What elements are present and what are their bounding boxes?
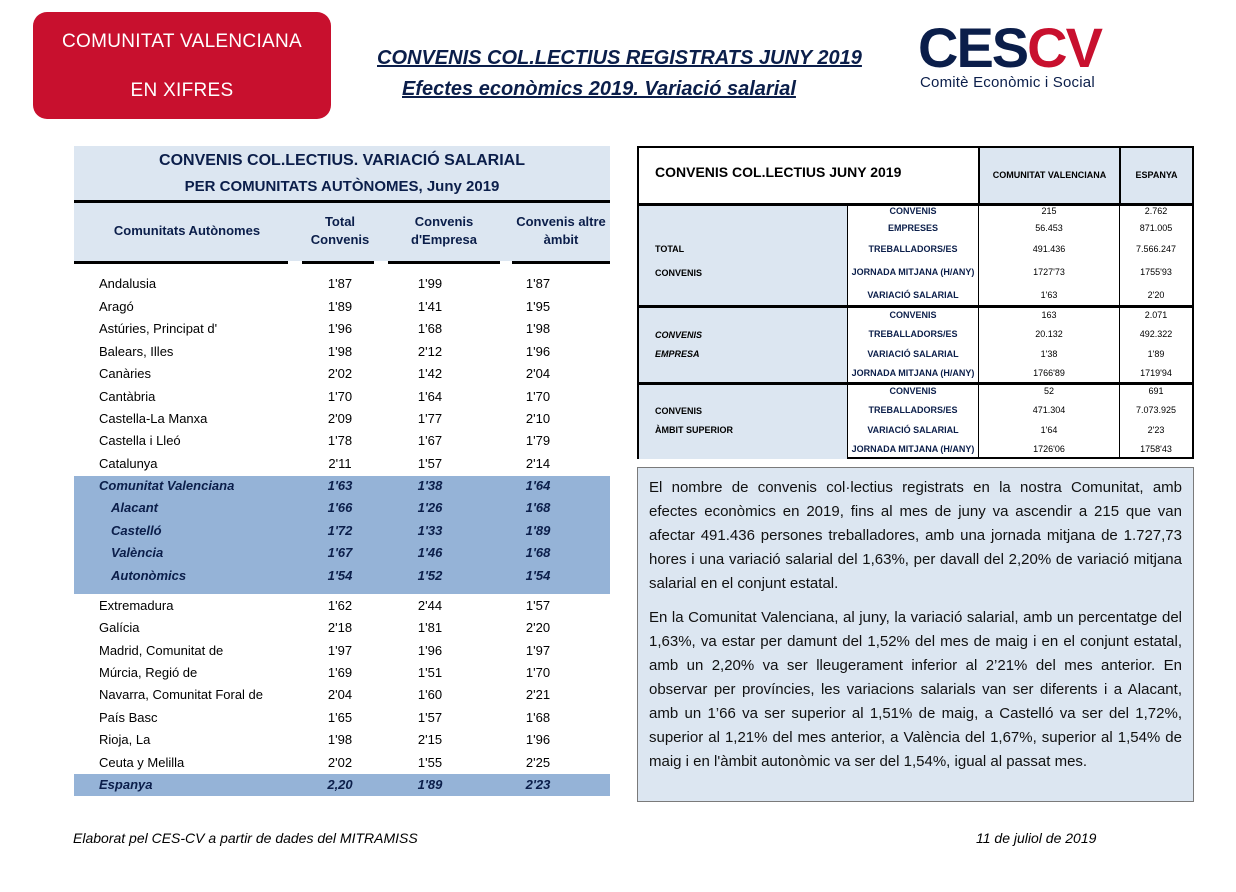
block-ambit-label: [639, 385, 847, 459]
row-empresa: 2'12: [417, 344, 443, 359]
header-total: [300, 213, 380, 249]
table-row: [74, 341, 610, 363]
row-empresa: 1'51: [417, 665, 443, 680]
row-total: 2'02: [327, 755, 353, 770]
row-name: Espanya: [99, 777, 153, 792]
item-label: CONVENIS: [889, 206, 937, 216]
row-total: 1'96: [327, 321, 353, 336]
row-empresa: 1'26: [417, 500, 443, 515]
table-row: [74, 662, 610, 684]
row-name: Madrid, Comunitat de: [99, 643, 224, 658]
table-row: [74, 752, 610, 774]
row-empresa: 1'89: [417, 777, 443, 792]
col-header-cv-cell: [978, 148, 1119, 204]
value-es: 2.762: [1144, 206, 1168, 216]
row-total: 1'63: [327, 478, 353, 493]
row-empresa: 1'33: [417, 523, 443, 538]
item-label: VARIACIÓ SALARIAL: [867, 290, 959, 300]
row-altre: 2'10: [525, 411, 551, 426]
value-cv: 1766'89: [1033, 368, 1065, 378]
row-total: 2'04: [327, 687, 353, 702]
header-comunitats: Comunitats Autònomes: [113, 223, 261, 238]
summary-table-title-cell: [639, 148, 978, 204]
logo-cv: CV: [1027, 16, 1101, 79]
badge-line-1: COMUNITAT VALENCIANA: [61, 31, 302, 52]
value-es: 1719'94: [1140, 368, 1172, 378]
page-subtitle: Efectes econòmics 2019. Variació salarial: [402, 78, 796, 100]
row-total: 1'54: [327, 568, 353, 583]
block-empresa-line2: EMPRESA: [655, 349, 700, 359]
row-total: 1'98: [327, 732, 353, 747]
source-note: Elaborat pel CES-CV a partir de dades del MITRAMISS: [73, 830, 418, 846]
header-empresa-line1: Convenis: [414, 214, 474, 229]
item-label: JORNADA MITJANA (H/ANY): [851, 267, 975, 277]
header-total-line1: Total: [324, 214, 356, 229]
row-empresa: 1'55: [417, 755, 443, 770]
table-row: [74, 774, 610, 796]
left-table-title: [74, 146, 610, 200]
item-label: VARIACIÓ SALARIAL: [867, 349, 959, 359]
row-altre: 1'54: [525, 568, 551, 583]
row-name: Astúries, Principat d': [99, 321, 218, 336]
value-es: 2'20: [1147, 290, 1165, 300]
row-total: 1'65: [327, 710, 353, 725]
value-cv: 1726'06: [1033, 444, 1065, 454]
row-altre: 1'70: [525, 389, 551, 404]
item-label: JORNADA MITJANA (H/ANY): [851, 444, 975, 454]
value-es: 7.566.247: [1135, 244, 1177, 254]
table-row: [74, 565, 610, 587]
row-total: 2'11: [328, 456, 352, 471]
row-altre: 2'20: [525, 620, 551, 635]
row-name: Balears, Illes: [99, 344, 174, 359]
row-empresa: 1'38: [417, 478, 443, 493]
row-total: 2'18: [327, 620, 353, 635]
block-total-line1: TOTAL: [655, 244, 685, 254]
row-name: Navarra, Comunitat Foral de: [99, 687, 264, 702]
row-name: Autonòmics: [111, 568, 187, 583]
row-altre: 1'57: [525, 598, 551, 613]
row-total: 1'97: [327, 643, 353, 658]
block-ambit-line1: CONVENIS: [655, 406, 703, 416]
value-es: 7.073.925: [1135, 405, 1177, 415]
cescv-logo: [918, 16, 1150, 96]
row-altre: 1'96: [525, 344, 551, 359]
table-row: [74, 453, 610, 475]
item-label: TREBALLADORS/ES: [868, 329, 958, 339]
block-empresa-label: [639, 308, 847, 382]
col-header-cv: COMUNITAT VALENCIANA: [992, 170, 1107, 180]
value-es: 871.005: [1139, 223, 1173, 233]
row-name: Rioja, La: [99, 732, 151, 747]
header-underline: [74, 261, 288, 264]
row-altre: 1'79: [525, 433, 551, 448]
row-name: Galícia: [99, 620, 140, 635]
header-total-line2: Convenis: [310, 232, 370, 247]
row-altre: 2'25: [525, 755, 551, 770]
value-cv: 20.132: [1035, 329, 1063, 339]
row-name: Catalunya: [99, 456, 158, 471]
row-empresa: 1'77: [417, 411, 443, 426]
row-name: Andalusia: [99, 276, 157, 291]
item-label: TREBALLADORS/ES: [868, 244, 958, 254]
row-altre: 1'68: [525, 545, 551, 560]
value-es: 2.071: [1144, 310, 1168, 320]
table-row: [74, 430, 610, 452]
table-row: [74, 408, 610, 430]
row-empresa: 1'42: [417, 366, 443, 381]
item-label: CONVENIS: [889, 310, 937, 320]
value-cv: 1'64: [1040, 425, 1058, 435]
row-name: Comunitat Valenciana: [99, 478, 235, 493]
row-altre: 1'97: [525, 643, 551, 658]
row-altre: 2'14: [525, 456, 551, 471]
header-underline: [388, 261, 500, 264]
header-empresa: [390, 213, 498, 249]
row-empresa: 1'81: [417, 620, 443, 635]
row-name: Castelló: [111, 523, 162, 538]
row-total: 1'89: [327, 299, 353, 314]
block-total-line2: CONVENIS: [655, 268, 703, 278]
row-empresa: 1'46: [417, 545, 443, 560]
value-cv: 215: [1041, 206, 1057, 216]
row-total: 1'67: [327, 545, 353, 560]
summary-textbox: [637, 467, 1194, 802]
row-altre: 1'96: [525, 732, 551, 747]
row-total: 1'87: [327, 276, 353, 291]
row-empresa: 1'64: [417, 389, 443, 404]
badge-line-2: EN XIFRES: [130, 80, 234, 101]
value-cv: 471.304: [1032, 405, 1066, 415]
row-empresa: 1'52: [417, 568, 443, 583]
row-empresa: 1'99: [417, 276, 443, 291]
row-total: 1'70: [327, 389, 353, 404]
row-name: Castella-La Manxa: [99, 411, 208, 426]
item-label: EMPRESES: [887, 223, 938, 233]
value-es: 1'89: [1147, 349, 1165, 359]
value-cv: 1'38: [1040, 349, 1058, 359]
summary-paragraph-2: En la Comunitat Valenciana, al juny, la variació salarial, amb un percentatge del 1,63%, va estar per damunt del 1,52% del mes de maig i en el conjunt estatal, amb un 2,20% va ser lleugerament inferior al 2’21% del mes anterior. En observar per províncies, les variacions salarials van ser diferents i a Alacant, amb un 1’66 va ser superior al 1,51% de maig, a Castelló va ser del 1,72%, superior al 1,21% del mes anterior, a València del 1,67%, superior al 1,54% de maig i en l'àmbit autonòmic va ser del 1,54%, igual al passat mes.: [649, 609, 1182, 770]
table-row: [74, 617, 610, 639]
row-name: Aragó: [99, 299, 134, 314]
row-empresa: 1'60: [417, 687, 443, 702]
value-cv: 1'63: [1040, 290, 1058, 300]
table-row: [74, 475, 610, 497]
value-es: 1755'93: [1140, 267, 1172, 277]
value-cv: 491.436: [1032, 244, 1066, 254]
row-altre: 1'95: [525, 299, 551, 314]
region-badge: [33, 12, 331, 119]
item-label: JORNADA MITJANA (H/ANY): [851, 368, 975, 378]
row-altre: 1'64: [525, 478, 551, 493]
table-row: [74, 595, 610, 617]
left-table-header: [74, 203, 610, 261]
row-name: Castella i Lleó: [99, 433, 181, 448]
summary-paragraph-1: El nombre de convenis col·lectius registrats en la nostra Comunitat, amb efectes econòmics en 2019, fins al mes de juny va ascendir a 215 que van afectar 491.436 persones treballadores, amb una jornada mitjana de 1.727,73 hores i una variació salarial del 1,63%, per davall del 2,20% de variació mitjana salarial en el conjunt estatal.: [649, 479, 1182, 592]
table-row: [74, 296, 610, 318]
header-empresa-line2: d'Empresa: [411, 232, 477, 247]
block-total-label: [639, 206, 847, 306]
header-altre: [510, 213, 612, 249]
row-empresa: 2'15: [417, 732, 443, 747]
item-label: CONVENIS: [889, 386, 937, 396]
row-empresa: 1'57: [417, 456, 443, 471]
row-altre: 1'87: [525, 276, 551, 291]
col-header-es: ESPANYA: [1135, 170, 1178, 180]
row-name: Canàries: [99, 366, 152, 381]
row-total: 1'98: [327, 344, 353, 359]
block-ambit-line2: ÀMBIT SUPERIOR: [655, 425, 734, 435]
value-cv: 56.453: [1035, 223, 1063, 233]
row-total: 1'69: [327, 665, 353, 680]
row-altre: 2'21: [525, 687, 551, 702]
table-row: [74, 729, 610, 751]
summary-table-title: CONVENIS COL.LECTIUS JUNY 2019: [655, 164, 902, 180]
row-empresa: 2'44: [417, 598, 443, 613]
header-underline: [302, 261, 374, 264]
header-altre-line2: àmbit: [543, 232, 579, 247]
value-es: 691: [1148, 386, 1164, 396]
value-cv: 52: [1043, 386, 1054, 396]
row-altre: 2'04: [525, 366, 551, 381]
value-es: 1758'43: [1140, 444, 1172, 454]
row-name: Extremadura: [99, 598, 174, 613]
logo-tagline: Comitè Econòmic i Social: [920, 74, 1095, 91]
table-row: [74, 497, 610, 519]
row-total: 1'72: [327, 523, 353, 538]
table-row: [74, 684, 610, 706]
value-cv: 1727'73: [1033, 267, 1065, 277]
table-row: [74, 640, 610, 662]
row-empresa: 1'96: [417, 643, 443, 658]
row-total: 1'66: [327, 500, 353, 515]
row-name: Alacant: [111, 500, 158, 515]
summary-table: [637, 146, 1194, 459]
row-altre: 1'98: [525, 321, 551, 336]
row-altre: 1'68: [525, 500, 551, 515]
row-total: 1'78: [327, 433, 353, 448]
page-title: CONVENIS COL.LECTIUS REGISTRATS JUNY 2019: [377, 47, 862, 69]
table-row: [74, 542, 610, 564]
row-name: València: [111, 545, 164, 560]
row-name: Múrcia, Regió de: [99, 665, 198, 680]
item-label: TREBALLADORS/ES: [868, 405, 958, 415]
row-empresa: 1'67: [417, 433, 443, 448]
row-total: 2,20: [327, 777, 353, 792]
header-altre-line1: Convenis altre: [516, 214, 606, 229]
col-header-es-cell: [1119, 148, 1192, 204]
table-row: [74, 318, 610, 340]
value-es: 2'23: [1147, 425, 1165, 435]
table-row: [74, 707, 610, 729]
row-altre: 1'68: [525, 710, 551, 725]
table-row: [74, 386, 610, 408]
row-total: 2'02: [327, 366, 353, 381]
left-table-title-line2: PER COMUNITATS AUTÒNOMES, Juny 2019: [184, 178, 500, 195]
row-altre: 1'70: [525, 665, 551, 680]
row-empresa: 1'41: [417, 299, 443, 314]
value-cv: 163: [1041, 310, 1057, 320]
row-empresa: 1'57: [417, 710, 443, 725]
publication-date: 11 de juliol de 2019: [976, 830, 1097, 846]
left-table-title-line1: CONVENIS COL.LECTIUS. VARIACIÓ SALARIAL: [159, 152, 525, 169]
table-row: [74, 273, 610, 295]
table-row: [74, 363, 610, 385]
row-empresa: 1'68: [417, 321, 443, 336]
logo-ces: CES: [918, 16, 1028, 79]
logo-wordmark: [918, 18, 1101, 78]
block-empresa-line1: CONVENIS: [655, 330, 703, 340]
row-total: 1'62: [327, 598, 353, 613]
value-es: 492.322: [1139, 329, 1173, 339]
item-label: VARIACIÓ SALARIAL: [867, 425, 959, 435]
row-name: Cantàbria: [99, 389, 156, 404]
header-underline: [512, 261, 610, 264]
row-total: 2'09: [327, 411, 353, 426]
row-altre: 2'23: [525, 777, 551, 792]
row-name: Ceuta y Melilla: [99, 755, 185, 770]
row-altre: 1'89: [525, 523, 551, 538]
row-name: País Basc: [99, 710, 158, 725]
table-row: [74, 520, 610, 542]
